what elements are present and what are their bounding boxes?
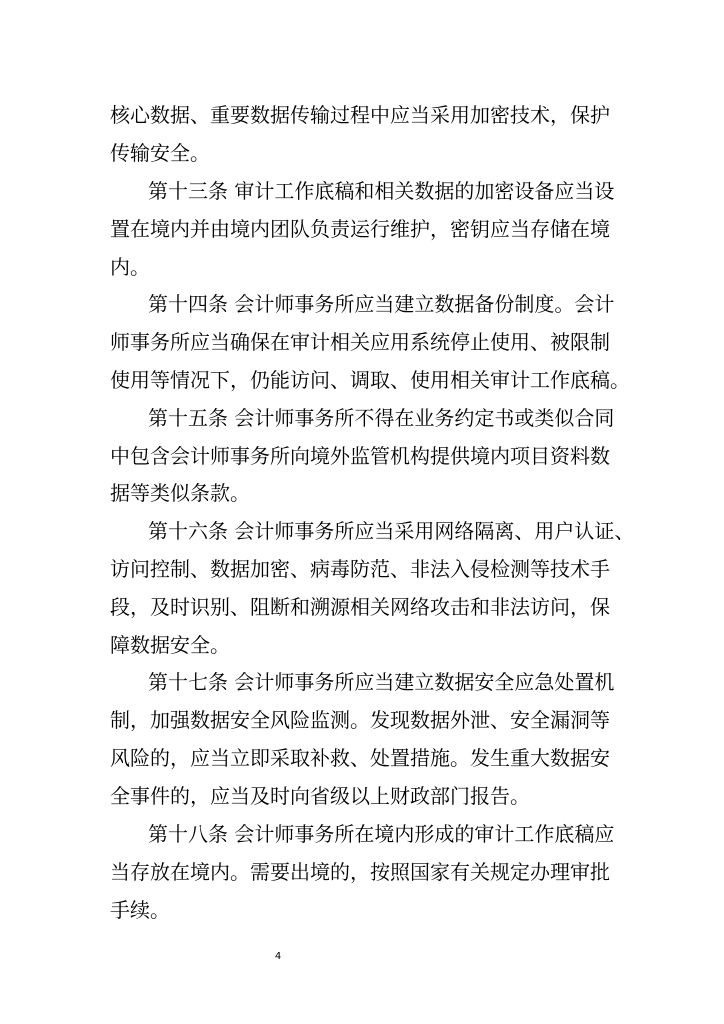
text-line: [0, 626, 724, 664]
line-text: 核心数据、重要数据传输过程中应当采用加密技术，保护: [110, 103, 610, 127]
text-line: [0, 550, 724, 588]
text-line: [0, 815, 724, 853]
text-line: [0, 512, 724, 550]
line-text: 当存放在境内。需要出境的，按照国家有关规定办理审批: [110, 860, 610, 884]
text-line: [0, 739, 724, 777]
line-text: 使用等情况下，仍能访问、调取、使用相关审计工作底稿。: [110, 368, 630, 392]
line-text: 据等类似条款。: [110, 481, 250, 505]
line-text: 第十六条 会计师事务所应当采用网络隔离、用户认证、: [148, 519, 635, 543]
line-text: 师事务所应当确保在审计相关应用系统停止使用、被限制: [110, 330, 610, 354]
text-line: [0, 853, 724, 891]
line-text: 中包含会计师事务所向境外监管机构提供境内项目资料数: [110, 444, 610, 468]
text-line: [0, 172, 724, 210]
text-line: [0, 474, 724, 512]
line-text: 全事件的，应当及时向省级以上财政部门报告。: [110, 784, 530, 808]
line-text: 置在境内并由境内团队负责运行维护，密钥应当存储在境: [110, 217, 610, 241]
text-line: [0, 96, 724, 134]
line-text: 段，及时识别、阻断和溯源相关网络攻击和非法访问，保: [110, 595, 610, 619]
page-number: 4: [274, 951, 282, 962]
line-text: 第十三条 审计工作底稿和相关数据的加密设备应当设: [148, 179, 615, 203]
text-line: [0, 323, 724, 361]
line-text: 第十五条 会计师事务所不得在业务约定书或类似合同: [148, 406, 615, 430]
line-text: 制，加强数据安全风险监测。发现数据外泄、安全漏洞等: [110, 708, 610, 732]
text-line: [0, 210, 724, 248]
text-line: [0, 891, 724, 929]
text-line: [0, 777, 724, 815]
line-text: 第十四条 会计师事务所应当建立数据备份制度。会计: [148, 292, 615, 316]
text-line: [0, 399, 724, 437]
line-text: 访问控制、数据加密、病毒防范、非法入侵检测等技术手: [110, 557, 610, 581]
line-text: 第十七条 会计师事务所应当建立数据安全应急处置机: [148, 670, 615, 694]
text-line: [0, 248, 724, 286]
line-text: 风险的，应当立即采取补救、处置措施。发生重大数据安: [110, 746, 610, 770]
line-text: 手续。: [110, 898, 170, 922]
text-line: [0, 588, 724, 626]
text-line: [0, 361, 724, 399]
text-line: [0, 701, 724, 739]
text-line: [0, 285, 724, 323]
line-text: 障数据安全。: [110, 633, 230, 657]
text-line: [0, 663, 724, 701]
text-line: [0, 437, 724, 475]
line-text: 第十八条 会计师事务所在境内形成的审计工作底稿应: [148, 822, 615, 846]
line-text: 传输安全。: [110, 141, 210, 165]
text-line: [0, 134, 724, 172]
line-text: 内。: [110, 255, 150, 279]
